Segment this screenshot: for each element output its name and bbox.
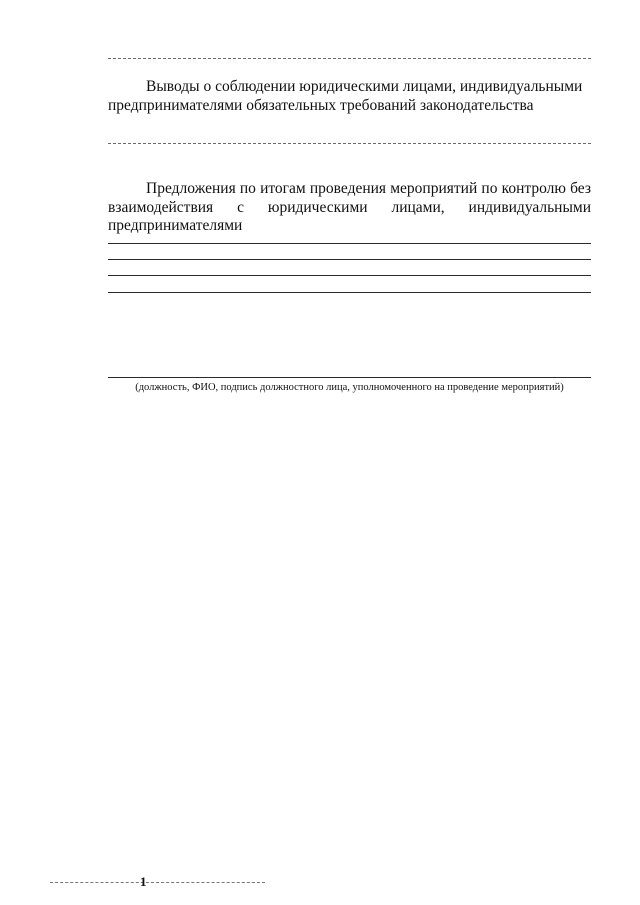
proposals-fill-line-3 xyxy=(108,275,591,276)
proposals-fill-line-1 xyxy=(108,243,591,244)
proposals-fill-line-2 xyxy=(108,259,591,260)
footer-line xyxy=(50,882,265,883)
conclusions-fill-line xyxy=(108,143,591,144)
proposals-heading: Предложения по итогам проведения мероприятий по контролю без взаимодействия с юридическими лицами, индивидуальными предпринимателями xyxy=(108,180,591,234)
signature-caption: (должность, ФИО, подпись должностного лица, уполномоченного на проведение мероприятий) xyxy=(135,382,564,393)
top-fill-line xyxy=(108,58,591,59)
signature-line xyxy=(108,377,591,378)
proposals-fill-line-4 xyxy=(108,292,591,293)
page-mark: 1 xyxy=(140,874,147,889)
conclusions-heading: Выводы о соблюдении юридическими лицами, индивидуальными предпринимателями обязательных требований законодательства xyxy=(108,78,583,114)
